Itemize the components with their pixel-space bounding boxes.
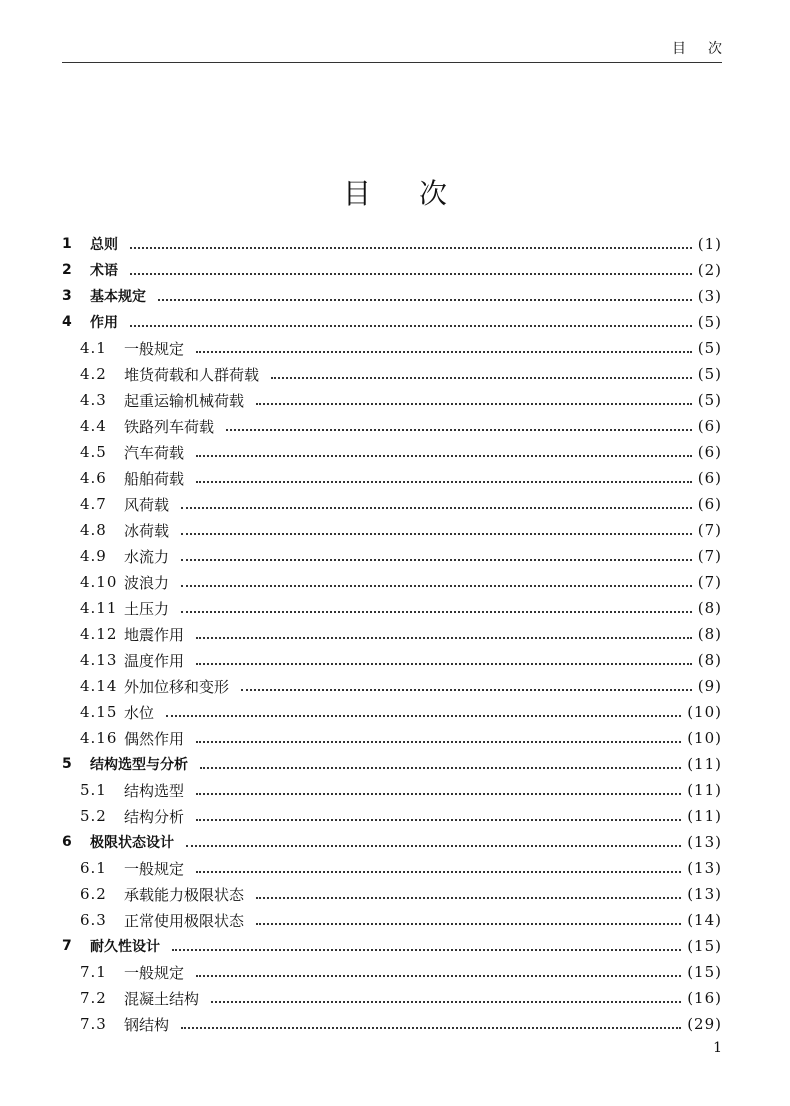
toc-entry-page: (7) <box>697 547 722 565</box>
toc-entry-title: 耐久性设计 <box>90 939 160 955</box>
toc-section-entry <box>62 699 722 725</box>
toc-entry-number: 4.6 <box>80 469 107 487</box>
toc-entry-number: 7.1 <box>80 963 107 981</box>
toc-entry-number: 4.4 <box>80 417 107 435</box>
toc-entry-title: 汽车荷载 <box>124 443 185 462</box>
toc-entry-title: 结构选型 <box>124 781 185 800</box>
toc-entry-page: (7) <box>697 521 722 539</box>
toc-entry-page: (11) <box>687 755 722 773</box>
dot-leader <box>256 403 692 405</box>
toc-section-entry <box>62 361 722 387</box>
toc-section-entry <box>62 439 722 465</box>
toc-entry-title: 风荷载 <box>124 495 170 514</box>
dot-leader <box>196 481 692 483</box>
toc-entry-number: 3 <box>62 288 72 304</box>
toc-entry-number: 4.9 <box>80 547 107 565</box>
toc-entry-title: 承载能力极限状态 <box>124 885 245 904</box>
dot-leader <box>196 975 681 977</box>
dot-leader <box>181 507 692 509</box>
toc-entry-title: 正常使用极限状态 <box>124 911 245 930</box>
toc-entry-page: (29) <box>687 1015 722 1033</box>
toc-entry-number: 6.1 <box>80 859 107 877</box>
toc-entry-title: 混凝土结构 <box>124 989 200 1008</box>
toc-entry-number: 7.2 <box>80 989 107 1007</box>
toc-entry-page: (8) <box>697 625 722 643</box>
toc-entry-title: 温度作用 <box>124 651 185 670</box>
dot-leader <box>256 897 681 899</box>
toc-entry-title: 总则 <box>90 237 118 253</box>
toc-entry-title: 一般规定 <box>124 339 185 358</box>
toc-entry-number: 4.1 <box>80 339 107 357</box>
dot-leader <box>181 559 692 561</box>
toc-entry-page: (13) <box>687 885 722 903</box>
toc-entry-title: 水位 <box>124 703 155 722</box>
toc-section-entry <box>62 881 722 907</box>
dot-leader <box>196 793 681 795</box>
dot-leader <box>200 767 681 769</box>
toc-entry-page: (13) <box>687 833 722 851</box>
toc-entry-page: (8) <box>697 651 722 669</box>
dot-leader <box>196 351 692 353</box>
dot-leader <box>211 1001 681 1003</box>
toc-chapter-entry <box>62 829 722 855</box>
toc-entry-title: 一般规定 <box>124 859 185 878</box>
dot-leader <box>186 845 681 847</box>
toc-section-entry <box>62 777 722 803</box>
toc-section-entry <box>62 491 722 517</box>
dot-leader <box>130 247 692 249</box>
toc-entry-number: 1 <box>62 236 72 252</box>
dot-leader <box>172 949 681 951</box>
toc-entry-page: (10) <box>687 729 722 747</box>
toc-entry-page: (5) <box>697 339 722 357</box>
toc-entry-page: (13) <box>687 859 722 877</box>
toc-entry-page: (5) <box>697 391 722 409</box>
dot-leader <box>196 741 681 743</box>
toc-entry-title: 铁路列车荷载 <box>124 417 215 436</box>
toc-chapter-entry <box>62 751 722 777</box>
toc-entry-number: 6.3 <box>80 911 107 929</box>
dot-leader <box>241 689 692 691</box>
toc-entry-number: 7 <box>62 938 72 954</box>
toc-entry-page: (5) <box>697 313 722 331</box>
toc-entry-title: 水流力 <box>124 547 170 566</box>
toc-section-entry <box>62 595 722 621</box>
toc-section-entry <box>62 673 722 699</box>
toc-entry-title: 基本规定 <box>90 289 146 305</box>
toc-entry-page: (6) <box>697 443 722 461</box>
toc-section-entry <box>62 543 722 569</box>
dot-leader <box>196 455 692 457</box>
toc-entry-number: 4.10 <box>80 573 118 591</box>
toc-entry-number: 4.16 <box>80 729 118 747</box>
toc-section-entry <box>62 647 722 673</box>
toc-section-entry <box>62 387 722 413</box>
toc-entry-page: (5) <box>697 365 722 383</box>
toc-entry-title: 结构分析 <box>124 807 185 826</box>
toc-section-entry <box>62 985 722 1011</box>
running-header <box>62 38 744 63</box>
toc-entry-number: 7.3 <box>80 1015 107 1033</box>
toc-entry-number: 4 <box>62 314 72 330</box>
toc-entry-number: 4.5 <box>80 443 107 461</box>
toc-section-entry <box>62 959 722 985</box>
toc-entry-page: (6) <box>697 417 722 435</box>
table-of-contents <box>62 231 722 1037</box>
toc-entry-number: 4.12 <box>80 625 118 643</box>
toc-entry-title: 起重运输机械荷载 <box>124 391 245 410</box>
toc-entry-title: 波浪力 <box>124 573 170 592</box>
toc-chapter-entry <box>62 309 722 335</box>
toc-entry-page: (9) <box>697 677 722 695</box>
toc-entry-title: 外加位移和变形 <box>124 677 230 696</box>
dot-leader <box>256 923 681 925</box>
toc-section-entry <box>62 855 722 881</box>
toc-entry-title: 堆货荷载和人群荷载 <box>124 365 260 384</box>
running-header-title: 目次 <box>672 41 744 57</box>
toc-chapter-entry <box>62 283 722 309</box>
toc-entry-title: 钢结构 <box>124 1015 170 1034</box>
toc-entry-title: 极限状态设计 <box>90 835 174 851</box>
toc-entry-title: 作用 <box>90 315 118 331</box>
toc-entry-number: 4.14 <box>80 677 118 695</box>
toc-entry-title: 术语 <box>90 263 118 279</box>
toc-entry-number: 4.2 <box>80 365 107 383</box>
toc-entry-number: 5.1 <box>80 781 107 799</box>
dot-leader <box>181 533 692 535</box>
toc-entry-number: 4.13 <box>80 651 118 669</box>
toc-entry-title: 土压力 <box>124 599 170 618</box>
toc-entry-title: 一般规定 <box>124 963 185 982</box>
toc-entry-number: 4.11 <box>80 599 118 617</box>
dot-leader <box>130 273 692 275</box>
dot-leader <box>158 299 692 301</box>
toc-section-entry <box>62 569 722 595</box>
toc-entry-title: 船舶荷载 <box>124 469 185 488</box>
dot-leader <box>181 585 692 587</box>
toc-entry-number: 4.8 <box>80 521 107 539</box>
toc-entry-page: (11) <box>687 807 722 825</box>
toc-section-entry <box>62 465 722 491</box>
toc-chapter-entry <box>62 257 722 283</box>
toc-entry-page: (7) <box>697 573 722 591</box>
toc-entry-number: 2 <box>62 262 72 278</box>
toc-entry-number: 6 <box>62 834 72 850</box>
toc-entry-number: 4.3 <box>80 391 107 409</box>
dot-leader <box>196 819 681 821</box>
toc-section-entry <box>62 1011 722 1037</box>
toc-entry-page: (8) <box>697 599 722 617</box>
dot-leader <box>196 637 692 639</box>
dot-leader <box>271 377 692 379</box>
toc-entry-page: (15) <box>687 937 722 955</box>
toc-entry-number: 4.15 <box>80 703 118 721</box>
toc-section-entry <box>62 413 722 439</box>
toc-entry-title: 偶然作用 <box>124 729 185 748</box>
toc-entry-page: (14) <box>687 911 722 929</box>
toc-chapter-entry <box>62 933 722 959</box>
toc-entry-number: 4.7 <box>80 495 107 513</box>
page-number: 1 <box>713 1040 722 1056</box>
dot-leader <box>130 325 692 327</box>
toc-entry-page: (1) <box>697 235 722 253</box>
page-title: 目次 <box>342 177 495 210</box>
toc-entry-page: (2) <box>697 261 722 279</box>
dot-leader <box>226 429 692 431</box>
dot-leader <box>196 663 692 665</box>
toc-entry-title: 地震作用 <box>124 625 185 644</box>
toc-entry-page: (6) <box>697 495 722 513</box>
dot-leader <box>166 715 681 717</box>
toc-entry-page: (6) <box>697 469 722 487</box>
toc-chapter-entry <box>62 231 722 257</box>
toc-section-entry <box>62 725 722 751</box>
toc-entry-title: 冰荷载 <box>124 521 170 540</box>
toc-entry-title: 结构选型与分析 <box>90 757 188 773</box>
toc-section-entry <box>62 803 722 829</box>
toc-entry-page: (11) <box>687 781 722 799</box>
dot-leader <box>181 1027 681 1029</box>
dot-leader <box>181 611 692 613</box>
toc-entry-page: (10) <box>687 703 722 721</box>
dot-leader <box>196 871 681 873</box>
toc-section-entry <box>62 621 722 647</box>
toc-entry-number: 5 <box>62 756 72 772</box>
toc-entry-page: (16) <box>687 989 722 1007</box>
toc-entry-page: (15) <box>687 963 722 981</box>
toc-entry-number: 5.2 <box>80 807 107 825</box>
toc-entry-number: 6.2 <box>80 885 107 903</box>
toc-entry-page: (3) <box>697 287 722 305</box>
toc-section-entry <box>62 907 722 933</box>
toc-section-entry <box>62 335 722 361</box>
toc-section-entry <box>62 517 722 543</box>
